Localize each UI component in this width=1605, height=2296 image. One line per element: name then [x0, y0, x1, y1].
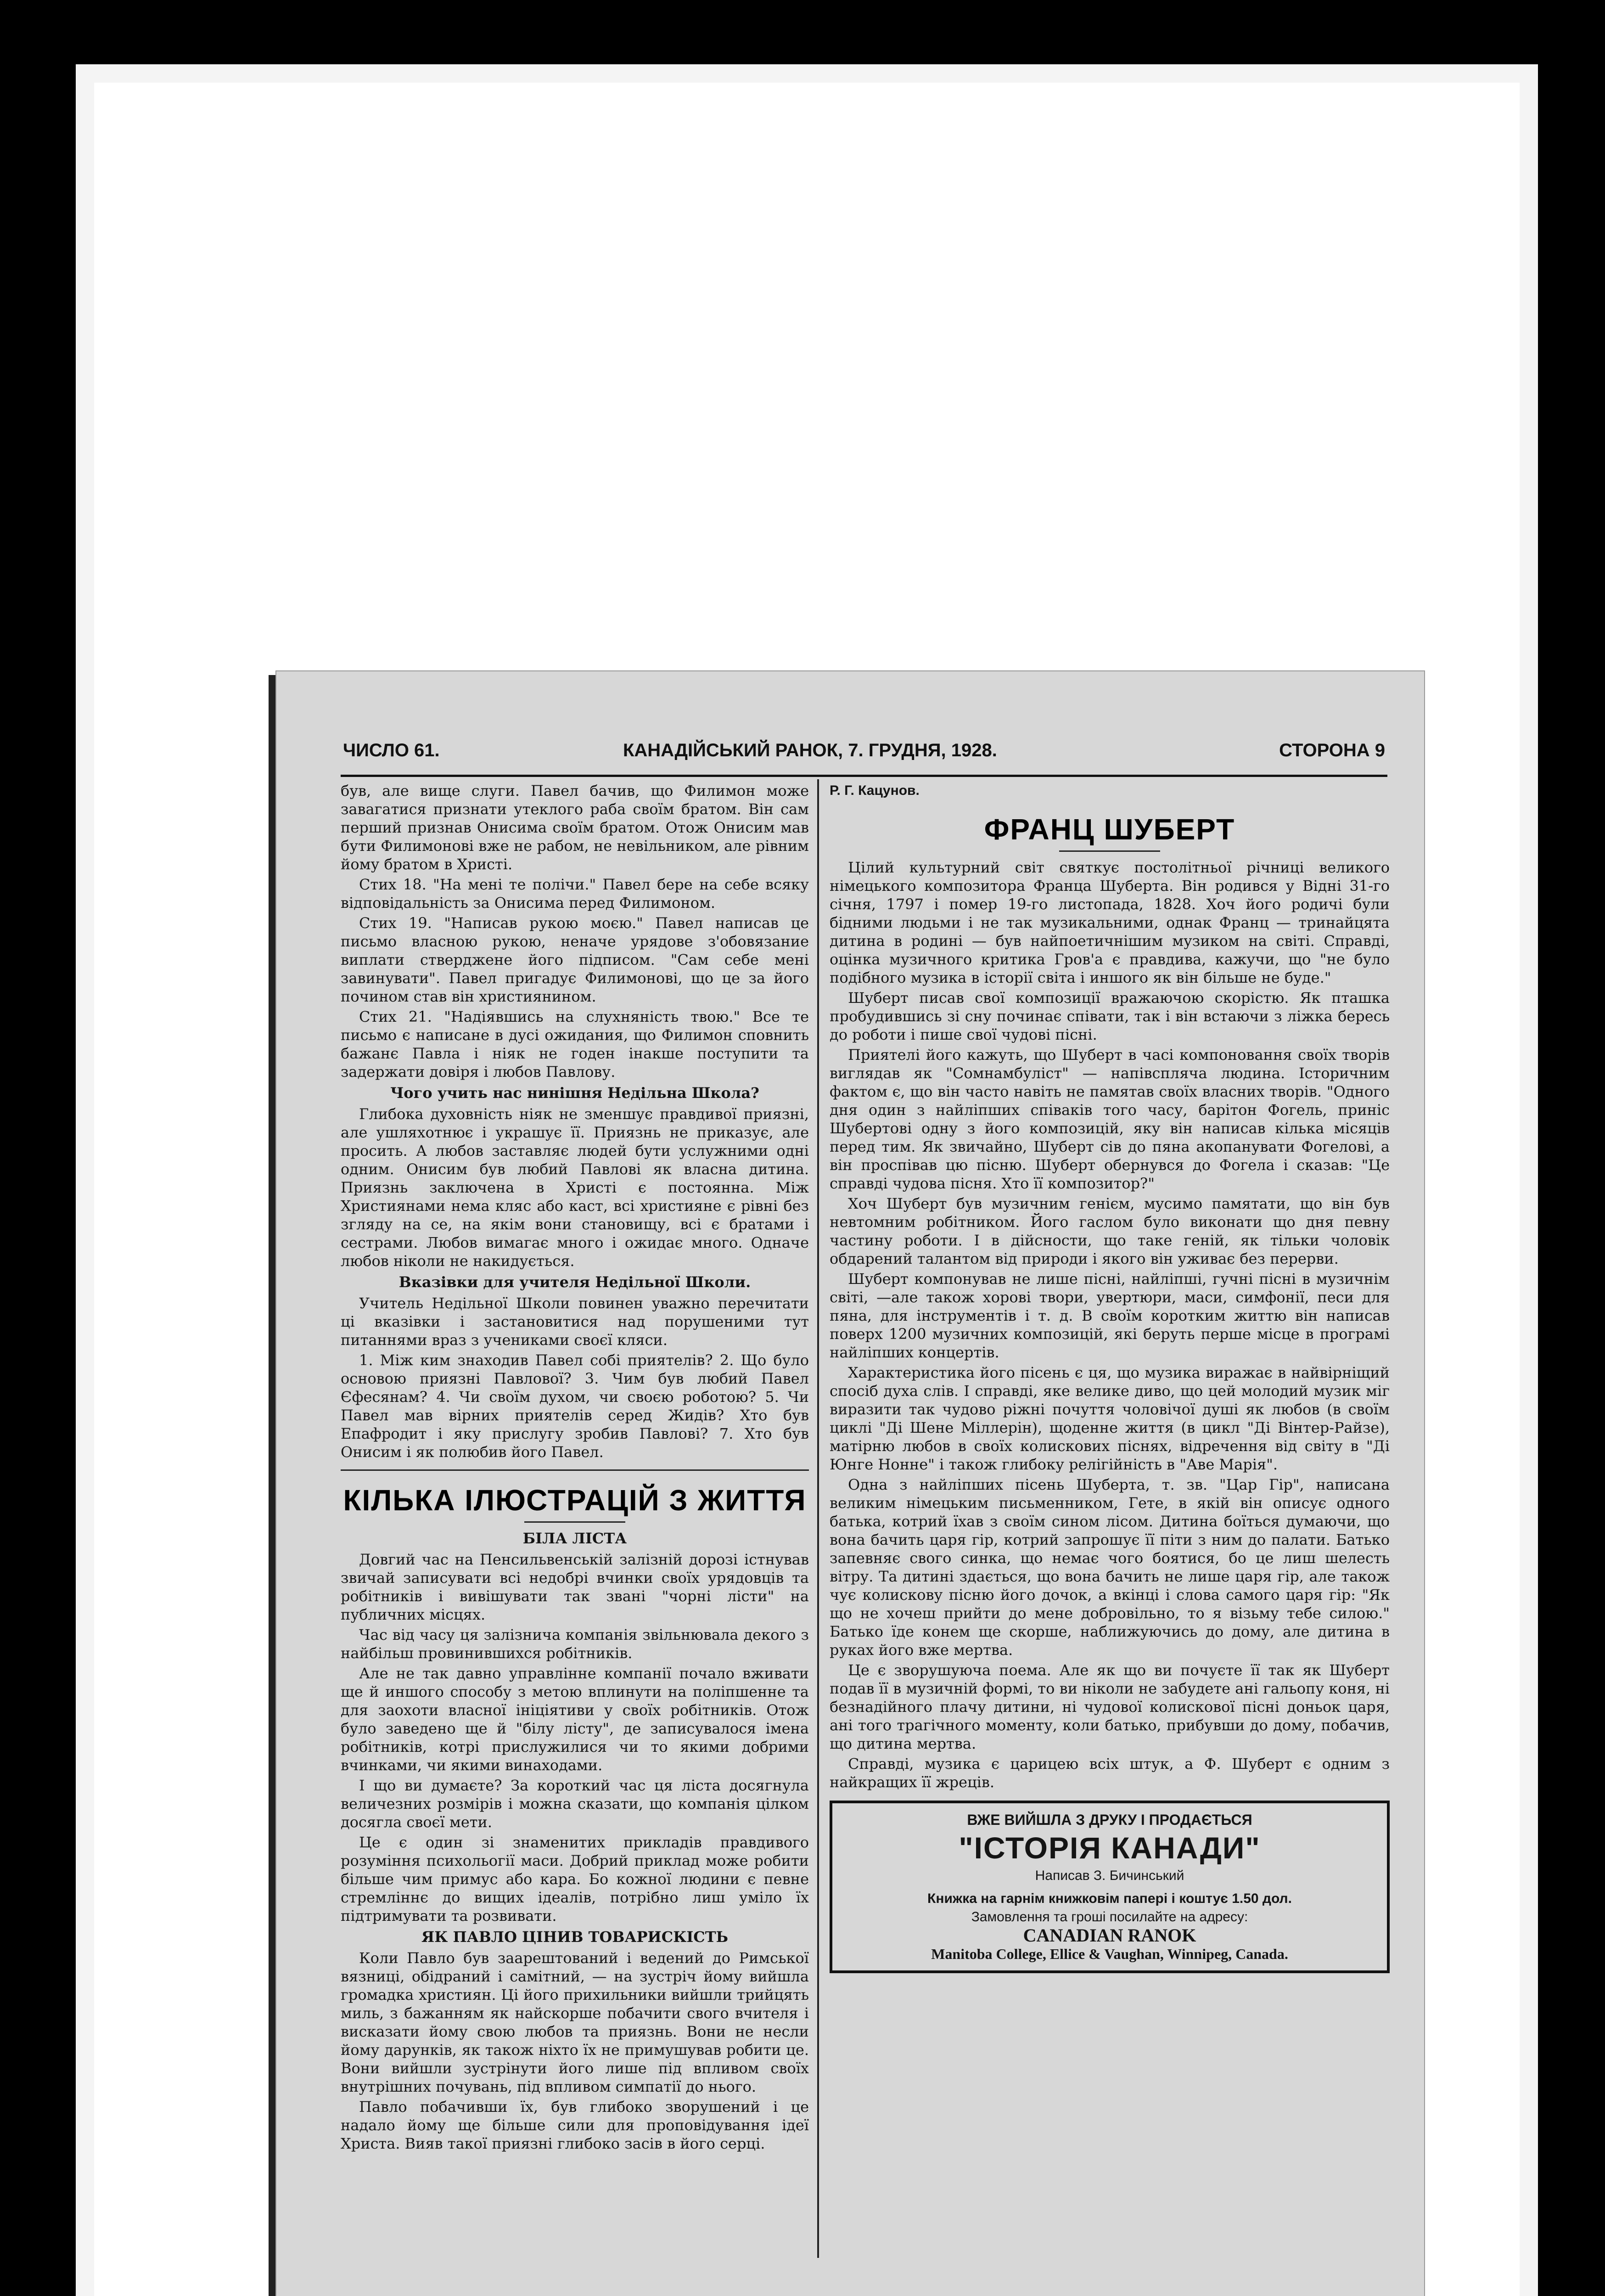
- right-column: [830, 782, 1390, 1973]
- paragraph: Час від часу ця залізнича компанія звільнювала декого з найбільш провинившихся робітників.: [341, 1626, 809, 1662]
- subheading: БІЛА ЛІСТА: [522, 1530, 627, 1547]
- header-rule: [341, 775, 1387, 777]
- ad-publisher: CANADIAN RANOK: [1023, 1925, 1196, 1946]
- paragraph: Одна з найліпших пісень Шуберта, т. зв. "Цар Гір", написана великим німецьким письменником, Гете, в якій він описує одного батька, котрий їхав з своїм сином лісом. Дитина боїться думаючи, що вона бачить царя гір, котрий запрошує її піти з ним до палати. Батько запевняє свого синка, що немає чого боятися, бо це лиш шелесть вітру. Та дитині здається, що вона бачить не лише царя гір, але також чує колискову пісню його дочок, а вкінці і слова самого царя гір: "Як що не хочеш прийти до мене добровільно, то я візьму тебе силою." Батько їде конем ще скорше, наближуючись до дому, але дитина в руках його вже мертва.: [830, 1476, 1390, 1659]
- masthead: КАНАДІЙСЬКИЙ РАНОК, 7. ГРУДНЯ, 1928.: [623, 740, 997, 760]
- ad-order-note: Замовлення та гроші посилайте на адресу:: [971, 1909, 1248, 1925]
- subheading: Вказівки для учителя Недільної Школи.: [398, 1273, 751, 1291]
- ad-price: Книжка на гарнім книжковім папері і коштує 1.50 дол.: [927, 1891, 1292, 1906]
- left-column: [341, 782, 809, 2155]
- paragraph: 1. Між ким знаходив Павел собі приятелів? 2. Що було основою приязні Павлової? 3. Чим був любий Павел Єфесянам? 4. Чи своїм духом, чи своєю роботою? 5. Чи Павел мав вірних приятелів серед Жидів? Хто був Епафродит і яку прислугу зробив Павлові? 7. Хто був Онисим і як полюбив його Павел.: [341, 1351, 809, 1461]
- paragraph: Це є зворушуюча поема. Але як що ви почуєте її так як Шуберт подав її в музичній формі, то ви ніколи не забудете ані гальопу коня, ні безнадійного плачу дитини, ні чудової колискової пісні доньок царя, ані того трагічного моменту, коли батько, прибувши до дому, побачив, що дитина мертва.: [830, 1661, 1390, 1752]
- page-header: [343, 740, 1385, 772]
- paragraph: Хоч Шуберт був музичним генієм, мусимо памятати, що він був невтомним робітником. Його гаслом було виконати що дня певну частину роботи. І в дійсности, що таке геній, як тільки чоловік обдарений талантом від природи і якого він уживає без перерви.: [830, 1195, 1390, 1267]
- paragraph: Учитель Недільної Школи повинен уважно перечитати ці вказівки і застановитися над порушеними тут питаннями враз з учениками своєї кляси.: [341, 1294, 809, 1349]
- ad-title: "ІСТОРІЯ КАНАДИ": [959, 1831, 1261, 1865]
- divider: [1059, 850, 1160, 852]
- author-byline: Р. Г. Кацунов.: [830, 783, 920, 798]
- ad-author: Написав З. Бичинський: [1035, 1868, 1184, 1883]
- paragraph: Це є один зі знаменитих прикладів правдивого розуміння психольогії маси. Добрий приклад може робити більше чим примус або кара. Бо кожної людини є певне стремліннє до вищих ідеалів, потрібно лиш уміло їх підтримувати та розвивати.: [341, 1834, 809, 1925]
- article-headline: ФРАНЦ ШУБЕРТ: [984, 813, 1235, 846]
- divider: [341, 1469, 809, 1471]
- paragraph: Характеристика його пісень є ця, що музика виражає в найвірніщий спосіб духа слів. І справді, яке велике диво, що цей молодий музик міг виразити так чудово ріжні почуття чоловічої душі як любов (в своїм циклі "Ді Шене Міллерін), щоденне життя (в цикл "Ді Вінтер-Райзе), матірню любов в своїх колискових піснях, відречення від світу в "Ді Юнге Нонне" і також глибоку релігійність в "Аве Марія".: [830, 1364, 1390, 1473]
- subheading: ЯК ПАВЛО ЦІНИВ ТОВАРИСКІСТЬ: [421, 1928, 728, 1946]
- book-advertisement: [830, 1801, 1390, 1973]
- paragraph: Стих 19. "Написав рукою моєю." Павел написав це письмо власною рукою, неначе урядове з'обовязание виплати стверджене його підписом. "Сам себе мені завинувати". Павел пригадує Филимонові, що це за його почином став він християнином.: [341, 914, 809, 1005]
- page-number: СТОРОНА 9: [1279, 740, 1385, 760]
- paragraph: Глибока духовність ніяк не зменшує правдивої приязні, але ушляхотнює і украшує її. Приязнь не приказує, але просить. А любов заставляє людей бути услужними одні одним. Онисим був любий Павлові як власна дитина. Приязнь заключена в Христі є постоянна. Між Християнами нема кляс або каст, всі християне є рівні без згляду на се, на якім вони становищу, всі є братами і сестрами. Любов вимагає много і ожидає много. Одначе любов ніколи не накидується.: [341, 1105, 809, 1270]
- issue-number: ЧИСЛО 61.: [343, 740, 440, 760]
- paragraph: І що ви думаєте? За короткий час ця ліста досягнула величезних розмірів і можна сказати, що компанія цілком досягла своєї мети.: [341, 1777, 809, 1831]
- paragraph: був, але вище слуги. Павел бачив, що Филимон може завагатися признати утеклого раба своїм братом. Він сам перший признав Онисима своїм братом. Отож Онисим мав бути Филимонові вже не рабом, не невільником, але рівним йому братом в Христі.: [341, 782, 809, 873]
- paragraph: Коли Павло був заарештований і ведений до Римської вязниці, обідраний і самітний, — на зустріч йому вийшла громадка християн. Ці його прихильники вийшли трийцять миль, з бажанням як найскорше побачити свого вчителя і висказати йому свою любов та приязнь. Вони не несли йому дарунків, як також ніхто їх не примушував робити це. Вони вийшли зустрінути його лише під впливом своїх внутрішних почувань, під впливом симпатії до нього.: [341, 1949, 809, 2095]
- paragraph: Шуберт компонував не лише пісні, найліпші, гучні пісні в музичнім світі, —але також хорові твори, увертюри, маси, симфонії, песи для пяна, для інструментів і т. д. В своїм коротким життю він написав поверх 1200 музичних композицій, які беруть перше місце в програмі найліпших концертів.: [830, 1270, 1390, 1361]
- column-rule: [817, 779, 819, 2258]
- paragraph: Стих 21. "Надіявшись на слухняність твою." Все те письмо є написане в дусі ожидания, що Филимон сповнить бажанє Павла і ніяк не годен інакше поступити та задержати довіря і любов Павлову.: [341, 1008, 809, 1080]
- paragraph: Цілий культурний світ святкує постолітньої річниці великого німецького композитора Франца Шуберта. Він родився у Відні 31-го січня, 1797 і помер 19-го листопада, 1828. Хоч його родичі були бідними людьми і не так музикальними, однак Франц — тринайцята дитина в родині — був найпоетичнішим музиком на світі. Справді, оцінка музичного критика Гров'а є правдива, кажучи, що "не було подібного музика в історії світа і иншого як він більше не буде.": [830, 859, 1390, 986]
- paragraph: Шуберт писав свої композиції вражаючою скорістю. Як пташка пробудившись зі сну починає співати, так і він встаючи з ліжка бересь до роботи і пише свої чудові пісні.: [830, 989, 1390, 1043]
- newspaper-page: [275, 670, 1425, 2296]
- paragraph: Приятелі його кажуть, що Шуберт в часі компоновання своїх творів виглядав як "Сомнамбуліст" — напівсплячa людина. Історичним фактом є, що він часто навіть не памятав своїх власних творів. "Одного дня один з найліпших співаків того часу, барітон Фогель, приніс Шубертові одну з його композицій, яку він написав кілька місяців перед тим. Як звичайно, Шуберт сів до пяна акопанувати Фогелові, а він проспівав цю пісню. Шуберт обернувся до Фогела і сказав: "Це справді чудова пісня. Хто її композитор?": [830, 1046, 1390, 1192]
- subheading: Чого учить нас нинішня Недільна Школа?: [390, 1084, 759, 1102]
- ad-announcement: ВЖЕ ВИЙШЛА З ДРУКУ І ПРОДАЄТЬСЯ: [967, 1812, 1252, 1828]
- article-headline: КІЛЬКА ІЛЮСТРАЦІЙ З ЖИТТЯ: [343, 1484, 807, 1517]
- paragraph: Довгий час на Пенсильвенській залізній дорозі істнував звичай записувати всі недобрі вчинки своїх урядовців та робітників і вивішувати так звані "чорні лісти" на публичних місцях.: [341, 1551, 809, 1623]
- divider: [524, 1521, 625, 1523]
- paragraph: Справді, музика є царицею всіх штук, а Ф. Шуберт є одним з найкращих її жреців.: [830, 1755, 1390, 1791]
- paragraph: Стих 18. "На мені те полічи." Павел бере на себе всяку відповідальність за Онисима перед Филимоном.: [341, 876, 809, 912]
- ad-address: Manitoba College, Ellice & Vaughan, Winnipeg, Canada.: [931, 1946, 1288, 1962]
- paragraph: Павло побачивши їх, був глибоко зворушений і це надало йому ще більше сили для проповідування ідеї Христа. Вияв такої приязні глибоко засів в його серці.: [341, 2098, 809, 2152]
- paragraph: Але не так давно управлінне компанії почало вживати ще й иншого способу з метою вплинути на поліпшенне та для заохоти власної ініціятиви у своїх робітників. Отож було заведено ще й "білу лісту", де записувалося імена робітників, котрі прислужилися чи то якими добрими вчинками, чи якими винаходами.: [341, 1665, 809, 1774]
